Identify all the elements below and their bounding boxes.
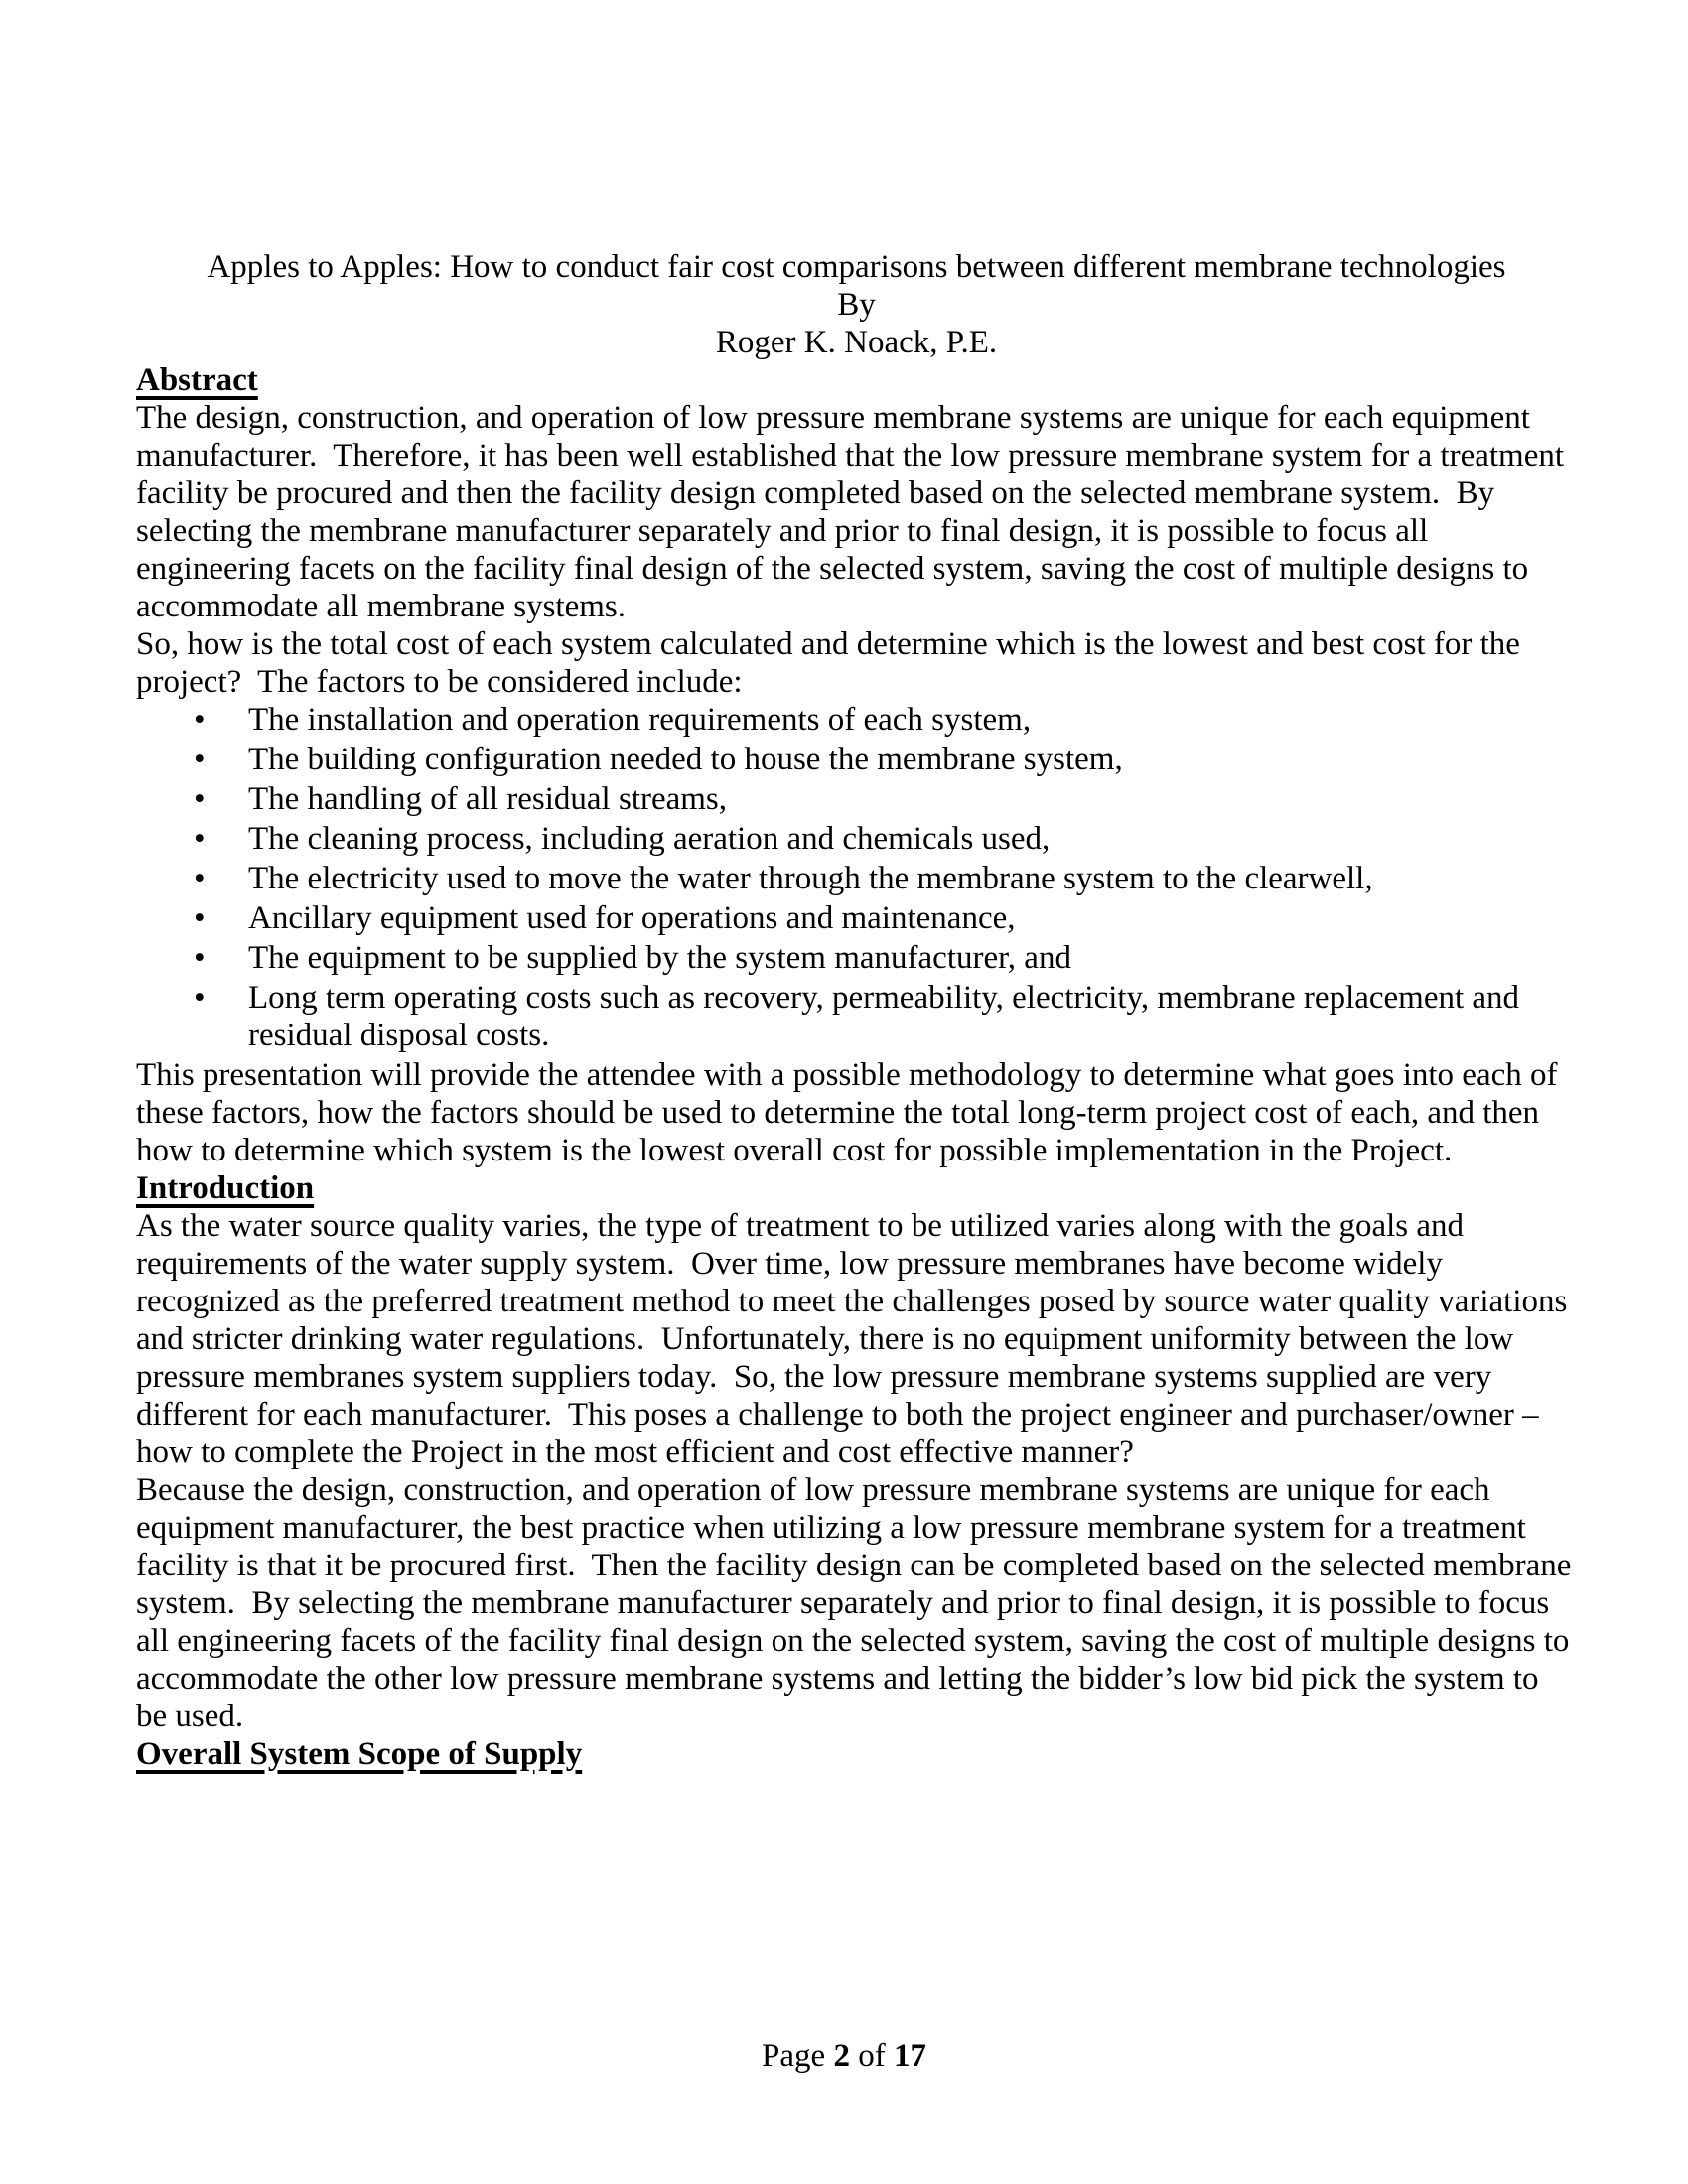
presentation-paragraph: This presentation will provide the attendee with a possible methodology to determine what goes into each of these factors, how the factors should be used to determine the total long-term project cost of each, and then how to determine which system is the lowest overall cost for possible implementation in the Project. [136, 1057, 1566, 1168]
title-block [136, 248, 1577, 361]
list-item: • Long term operating costs such as recovery, permeability, electricity, membrane replacement and residual disposal costs. [194, 979, 1577, 1054]
author-name: Roger K. Noack, P.E. [715, 325, 998, 360]
byline: By [837, 287, 876, 323]
footer-page-label: Page [762, 2038, 826, 2074]
scope-of-supply-heading: Overall System Scope of Supply [136, 1736, 583, 1772]
abstract-heading: Abstract [136, 362, 258, 398]
introduction-heading: Introduction [136, 1170, 315, 1206]
footer-of-label: of [858, 2038, 886, 2074]
introduction-paragraph-2: Because the design, construction, and operation of low pressure membrane systems are unique for each equipment manufacturer, the best practice when utilizing a low pressure membrane system for a treatment facility is that it be procured first. Then the facility design can be completed based on the selected membrane system. By selecting the membrane manufacturer separately and prior to final design, it is possible to focus all engineering facets of the facility final design on the selected system, saving the cost of multiple designs to accommodate the other low pressure membrane systems and letting the bidder’s low bid pick the system to be used. [136, 1472, 1580, 1734]
abstract-paragraph: The design, construction, and operation of low pressure membrane systems are unique for each equipment manufacturer. Therefore, it has been well established that the low pressure membrane system for a treatment facility be procured and then the facility design completed based on the selected membrane system. By selecting the membrane manufacturer separately and prior to final design, it is possible to focus all engineering facets on the facility final design of the selected system, saving the cost of multiple designs to accommodate all membrane systems. [136, 400, 1573, 624]
factors-intro-paragraph: So, how is the total cost of each system calculated and determine which is the lowest and best cost for the project? The factors to be considered include: [136, 626, 1529, 700]
list-item: • The cleaning process, including aeration and chemicals used, [194, 820, 1577, 858]
page-title: Apples to Apples: How to conduct fair cost comparisons between different membrane technologies [207, 249, 1506, 285]
list-item: • Ancillary equipment used for operations and maintenance, [194, 899, 1577, 937]
list-item: • The handling of all residual streams, [194, 780, 1577, 818]
introduction-paragraph-1: As the water source quality varies, the type of treatment to be utilized varies along with the goals and requirements of the water supply system. Over time, low pressure membranes have become widely recognized as the preferred treatment method to meet the challenges posed by source water quality variations and stricter drinking water regulations. Unfortunately, there is no equipment uniformity between the low pressure membranes system suppliers today. So, the low pressure membrane systems supplied are very different for each manufacturer. This poses a challenge to both the project engineer and purchaser/owner – how to complete the Project in the most efficient and cost effective manner? [136, 1208, 1576, 1470]
page-footer [0, 2037, 1688, 2075]
factors-list [194, 701, 1577, 1054]
footer-total-pages: 17 [893, 2038, 926, 2074]
list-item: • The installation and operation requirements of each system, [194, 701, 1577, 739]
list-item: • The electricity used to move the water through the membrane system to the clearwell, [194, 860, 1577, 897]
list-item: • The building configuration needed to house the membrane system, [194, 741, 1577, 778]
footer-page-number: 2 [833, 2038, 850, 2074]
list-item: • The equipment to be supplied by the system manufacturer, and [194, 939, 1577, 977]
